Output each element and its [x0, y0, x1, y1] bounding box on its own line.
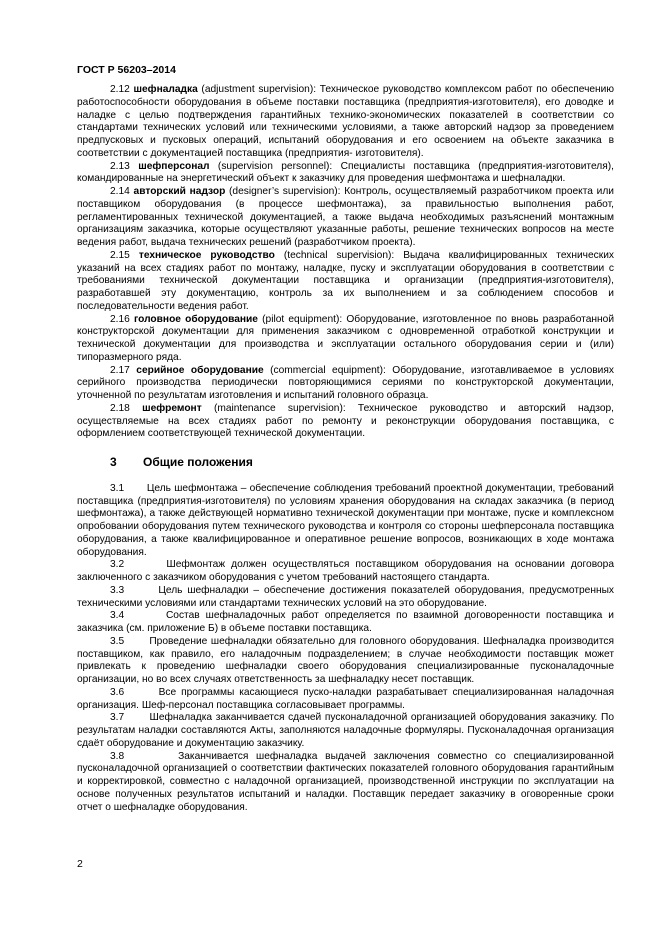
- definition-2-14: 2.14 авторский надзор (designer’s supervision): Контроль, осуществляемый разработчиком проекта или поставщиком оборудования (в процессе шефмонтажа), за правильностью выполнения работ, регламентированных технической документацией, а также выдача необходимых разъяснений монтажным организациям заказчика, которые осуществляют указанные работы, решение технических вопросов на месте ведения работ, выдача технических решений (разработчиком проекта).: [77, 186, 614, 248]
- clause-3-6: 3.6 Все программы касающиеся пуско-наладки разрабатывает специализированная наладочная организация. Шеф-персонал поставщика согласовывает программы.: [77, 686, 614, 711]
- section-title: Общие положения: [143, 455, 253, 469]
- section-heading: [77, 456, 614, 469]
- clause-3-3: 3.3 Цель шефналадки – обеспечение достижения показателей оборудования, предусмотренных техническими условиями или стандартами технических условий на это оборудование.: [77, 584, 614, 609]
- section-number: 3: [110, 455, 117, 469]
- document-header: ГОСТ Р 56203–2014: [77, 64, 176, 76]
- term: техническое руководство: [138, 249, 275, 261]
- term: шефремонт: [142, 402, 202, 414]
- definition-2-15: 2.15 техническое руководство (technical supervision): Выдача квалифицированных технических указаний на всех стадиях работ по монтажу, наладке, пуску и эксплуатации оборудования в соответствии с требованиями технической документации поставщика и организации (предприятия-изготовителя), разработавшей эту документацию, контроль за их выполнением и за соблюдением способов и последовательности ведения работ.: [77, 249, 614, 312]
- term: головное оборудование: [134, 313, 258, 325]
- definition-2-17: 2.17 серийное оборудование (commercial equipment): Оборудование, изготавливаемое в условиях серийного производства периодически повторяющимися сериями по конструкторской документации, уточненной по результатам изготовления и испытаний головного образца.: [77, 364, 614, 401]
- term: серийное оборудование: [136, 364, 264, 376]
- definition-2-13: 2.13 шефперсонал (supervision personnel): Специалисты поставщика (предприятия-изготовителя), командированные на энергетический объект к заказчику для проведения шефмонтажа и шефналадки.: [77, 160, 614, 185]
- term: шефналадка: [133, 84, 198, 95]
- clause-3-4: 3.4 Состав шефналадочных работ определяется по взаимной договоренности поставщика и заказчика (см. приложение Б) в объеме поставки поставщика.: [77, 610, 614, 634]
- clause-3-1: 3.1 Цель шефмонтажа – обеспечение соблюдения требований проектной документации, требований поставщика (предприятия-изготовителя) по условиям хранения оборудования на складах заказчика (в период шефмонтажа), а также действующей нормативно технической документации при монтаже, пуске и комплексном опробовании оборудования путем технического руководства и контроля со стороны шефперсонала поставщика оборудования, а также квалифицированное и оперативное решение вопросов, возникающих в ходе монтажа оборудования.: [77, 482, 614, 558]
- term: авторский надзор: [133, 186, 226, 197]
- clause-3-2: 3.2 Шефмонтаж должен осуществляться поставщиком оборудования на основании договора заключенного с заказчиком оборудования с учетом требований настоящего стандарта.: [77, 559, 614, 583]
- definition-2-18: 2.18 шефремонт (maintenance supervision): Техническое руководство и авторский надзор, осуществляемые на всех стадиях работ по ремонту и реконструкции оборудования поставщика, с оформлением соответствующей технической документации.: [77, 402, 614, 440]
- clause-3-8: 3.8 Заканчивается шефналадка выдачей заключения совместно со специализированной пусконаладочной организацией о соответствии фактических показателей головного оборудования гарантийным и корректировкой, совместно с наладочной организацией, производственной инструкции по эксплуатации на основе полученных результатов испытаний и наладки. Поставщик передает заказчику в оговоренные сроки отчет о шефналадке оборудования.: [77, 750, 614, 813]
- definition-2-12: 2.12 шефналадка (adjustment supervision): Техническое руководство комплексом работ по обеспечению работоспособности оборудования в объеме поставки поставщика (предприятия-изготовителя), его доводке и наладке с целью подтверждения гарантийных технико-экономических показателей в соответствии со стандартами технических условий или техническими условиями, а также авторский надзор за проведением предпусковых и пусковых операций, испытаний оборудования и его освоением на объекте заказчика в соответствии с документацией поставщика (предприятия- изготовителя).: [77, 84, 614, 159]
- definition-2-16: 2.16 головное оборудование (pilot equipment): Оборудование, изготовленное по вновь разработанной конструкторской документации для применения заказчиком с одновременной отработкой конструкции и технической документации для производства и эксплуатации остального оборудования серии и (или) типоразмерного ряда.: [77, 313, 615, 363]
- clause-3-7: 3.7 Шефналадка заканчивается сдачей пусконаладочной организацией оборудования заказчику. По результатам наладки составляются Акты, заполняются наладочные формуляры. Пусконаладочная организация сдаёт оборудование и документацию заказчику.: [77, 712, 614, 749]
- clause-3-5: 3.5 Проведение шефналадки обязательно для головного оборудования. Шефналадка производится поставщиком, как правило, его наладочным подразделением; в случае необходимости поставщик может привлекать к проведению шефналадки своего оборудования специализированные пусконаладочные организации, но во всех случаях ответственность за шефналадку несет поставщик.: [77, 635, 614, 685]
- page-number: 2: [77, 858, 83, 870]
- term: шефперсонал: [138, 160, 210, 172]
- document-body: [77, 84, 614, 814]
